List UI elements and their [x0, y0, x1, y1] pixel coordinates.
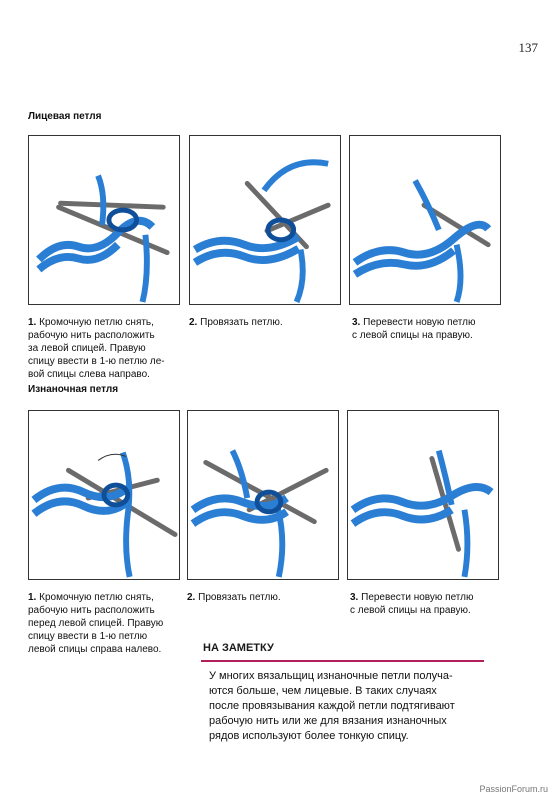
purl-section-heading: Изнаночная петля [28, 384, 119, 395]
purl-step-3-caption: 3. Перевести новую петлю с левой спицы на правую. [350, 592, 474, 616]
purl-step-1-illustration [28, 410, 180, 580]
note-body: У многих вязальщиц изнаночные петли получа- ются больше, чем лицевые. В таких случаях после провязывания каждой петли подтягивают рабочую нить или же для вязания изнаночных рядов используют более тонкую спицу. [209, 670, 455, 742]
knit-step-2-caption: 2. Провязать петлю. [189, 317, 283, 328]
watermark: PassionForum.ru [479, 784, 548, 794]
note-title: НА ЗАМЕТКУ [203, 642, 274, 654]
note-divider [201, 660, 484, 662]
knit-step-3-caption: 3. Перевести новую петлю с левой спицы на правую. [352, 317, 476, 341]
page-number: 137 [518, 40, 538, 55]
purl-step-1-caption: 1. Кромочную петлю снять, рабочую нить расположить перед левой спицей. Правую спицу ввести в 1-ю петлю левой спицы справа налево. [28, 592, 164, 655]
purl-step-2-illustration [187, 410, 339, 580]
knit-step-1-illustration [28, 135, 180, 305]
purl-step-3-illustration [347, 410, 499, 580]
knit-section-heading: Лицевая петля [28, 111, 102, 122]
knit-step-2-illustration [189, 135, 341, 305]
knit-step-1-caption: 1. Кромочную петлю снять, рабочую нить расположить за левой спицей. Правую спицу ввести в 1-ю петлю ле- вой спицы слева направо. [28, 317, 165, 380]
knit-step-3-illustration [349, 135, 501, 305]
purl-step-2-caption: 2. Провязать петлю. [187, 592, 281, 603]
